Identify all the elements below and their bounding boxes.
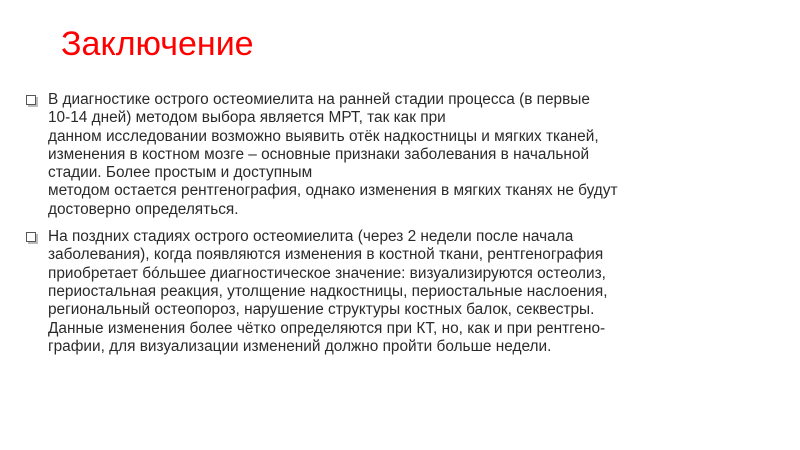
checkbox-square-icon [26, 232, 36, 242]
text-line: стадии. Более простым и доступным [48, 164, 313, 182]
text-line: На поздних стадиях острого остеомиелита (через 2 недели после начала [48, 228, 574, 246]
text-line: периостальная реакция, утолщение надкостницы, периостальные наслоения, [48, 282, 608, 300]
bullet-item [26, 91, 786, 219]
text-line: заболевания), когда появляются изменения в костной ткани, рентгенография [48, 246, 604, 264]
slide-title: Заключение [61, 25, 254, 63]
text-line: графии, для визуализации изменений должно пройти больше недели. [48, 337, 552, 355]
bullet-item [26, 228, 786, 356]
text-line: В диагностике острого остеомиелита на ранней стадии процесса (в первые [48, 91, 590, 108]
text-line: методом остается рентгенография, однако изменения в мягких тканях не будут [48, 182, 618, 200]
text-line: приобретает бóльшее диагностическое значение: визуализируются остеолиз, [48, 264, 606, 282]
text-line: 10-14 дней) методом выбора является МРТ, так как при [48, 109, 446, 127]
text-line: Данные изменения более чётко определяются при КТ, но, как и при рентгено- [48, 319, 606, 337]
text-line: достоверно определяться. [48, 200, 239, 218]
text-line: данном исследовании возможно выявить отёк надкостницы и мягких тканей, [48, 127, 599, 145]
bullet-list [26, 91, 786, 365]
text-line: изменения в костном мозге – основные признаки заболевания в начальной [48, 145, 590, 163]
checkbox-square-icon [26, 95, 36, 105]
bullet-text [48, 91, 786, 219]
text-line: региональный остеопороз, нарушение структуры костных балок, секвестры. [48, 301, 595, 319]
bullet-text [48, 228, 786, 356]
